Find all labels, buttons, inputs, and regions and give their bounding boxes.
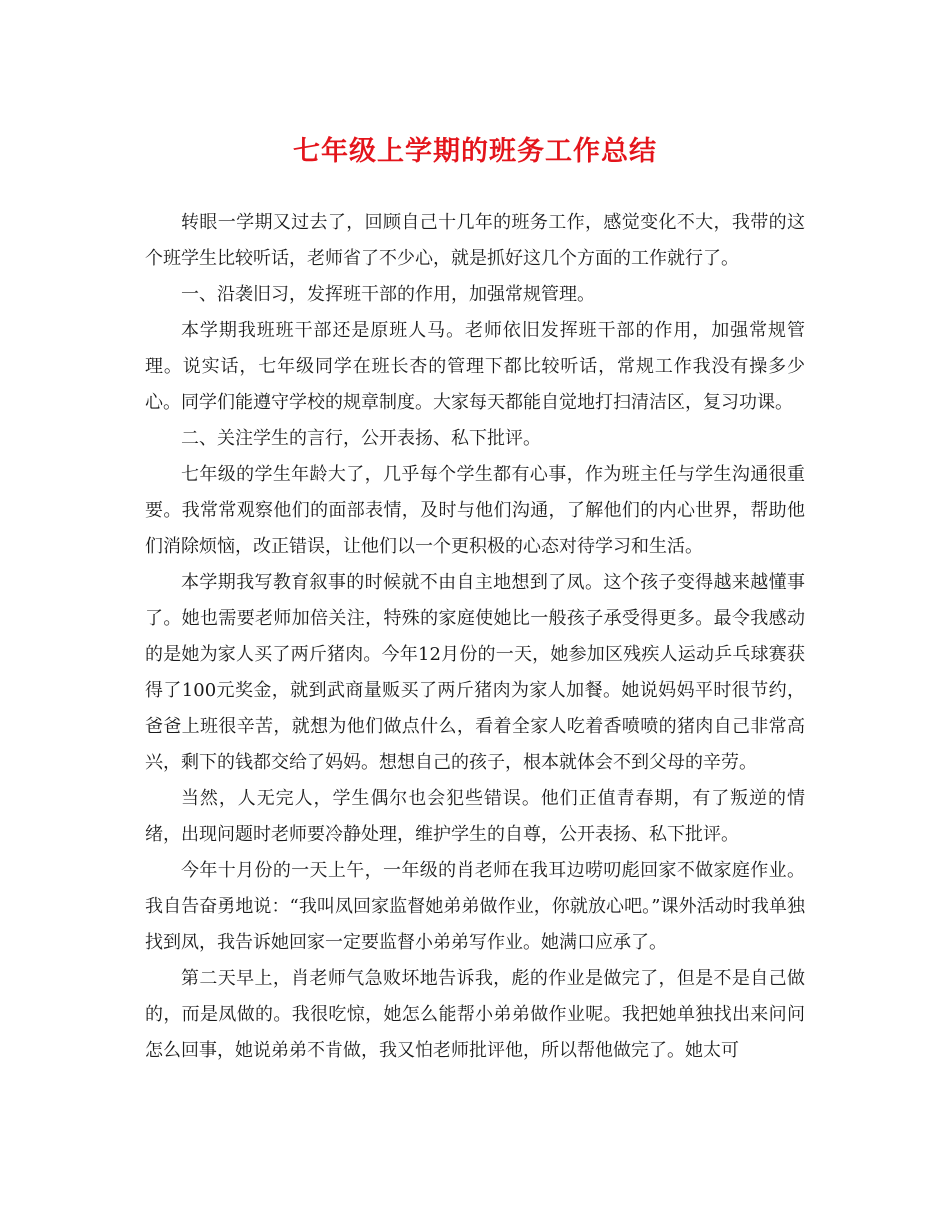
paragraph: 本学期我写教育叙事的时候就不由自主地想到了凤。这个孩子变得越来越懂事了。她也需要老师加倍关注，特殊的家庭使她比一般孩子承受得更多。最令我感动的是她为家人买了两斤猪肉。今年12月份的一天，她参加区残疾人运动乒乓球赛获得了100元奖金，就到武商量贩买了两斤猪肉为家人加餐。她说妈妈平时很节约，爸爸上班很辛苦，就想为他们做点什么，看着全家人吃着香喷喷的猪肉自己非常高兴，剩下的钱都交给了妈妈。想想自己的孩子，根本就体会不到父母的辛劳。 (145, 572, 805, 773)
paragraph: 今年十月份的一天上午，一年级的肖老师在我耳边唠叨彪回家不做家庭作业。我自告奋勇地说：“我叫凤回家监督她弟弟做作业，你就放心吧。”课外活动时我单独找到凤，我告诉她回家一定要监督小弟弟写作业。她满口应承了。 (145, 860, 805, 953)
section-heading: 二、关注学生的言行，公开表扬、私下批评。 (181, 428, 541, 449)
document-body (145, 205, 805, 1069)
paragraph: 本学期我班班干部还是原班人马。老师依旧发挥班干部的作用，加强常规管理。说实话，七年级同学在班长杏的管理下都比较听话，常规工作我没有操多少心。同学们能遵守学校的规章制度。大家每天都能自觉地打扫清洁区，复习功课。 (145, 320, 805, 413)
paragraph: 转眼一学期又过去了，回顾自己十几年的班务工作，感觉变化不大，我带的这个班学生比较听话，老师省了不少心，就是抓好这几个方面的工作就行了。 (145, 212, 805, 269)
paragraph: 第二天早上，肖老师气急败坏地告诉我，彪的作业是做完了，但是不是自己做的，而是凤做的。我很吃惊，她怎么能帮小弟弟做作业呢。我把她单独找出来问问怎么回事，她说弟弟不肯做，我又怕老师批评他，所以帮他做完了。她太可 (145, 968, 805, 1061)
paragraph: 七年级的学生年龄大了，几乎每个学生都有心事，作为班主任与学生沟通很重要。我常常观察他们的面部表情，及时与他们沟通，了解他们的内心世界，帮助他们消除烦恼，改正错误，让他们以一个更积极的心态对待学习和生活。 (145, 464, 805, 557)
section-heading: 一、沿袭旧习，发挥班干部的作用，加强常规管理。 (181, 284, 595, 305)
document-title: 七年级上学期的班务工作总结 (293, 136, 657, 167)
paragraph: 当然，人无完人，学生偶尔也会犯些错误。他们正值青春期，有了叛逆的情绪，出现问题时老师要冷静处理，维护学生的自尊，公开表扬、私下批评。 (145, 788, 805, 845)
